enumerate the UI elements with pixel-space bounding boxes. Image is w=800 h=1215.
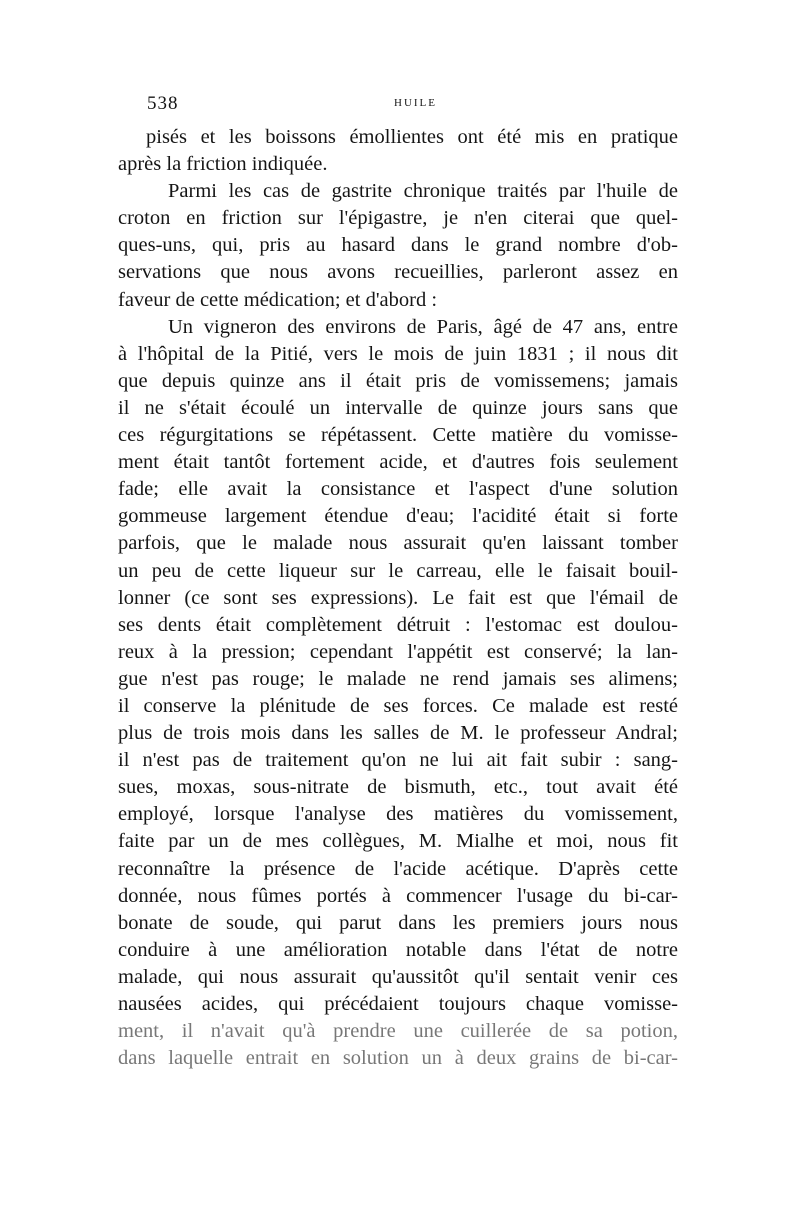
text-line: sues, moxas, sous-nitrate de bismuth, etc., tout avait été: [118, 776, 678, 799]
text-line: ces régurgitations se répétassent. Cette matière du vomisse-: [118, 424, 678, 447]
text-line: fade; elle avait la consistance et l'aspect d'une solution: [118, 478, 678, 501]
text-line: ques-uns, qui, pris au hasard dans le grand nombre d'ob-: [118, 234, 678, 257]
text-line: conduire à une amélioration notable dans l'état de notre: [118, 938, 678, 961]
text-line: il conserve la plénitude de ses forces. Ce malade est resté: [118, 694, 678, 717]
text-line: employé, lorsque l'analyse des matières du vomissement,: [118, 803, 678, 826]
text-line: ment était tantôt fortement acide, et d'autres fois seulement: [118, 451, 678, 474]
text-line: pisés et les boissons émollientes ont été mis en pratique: [146, 126, 678, 148]
text-line: lonner (ce sont ses expressions). Le fait est que l'émail de: [118, 586, 678, 609]
running-head: HUILE: [394, 97, 437, 109]
text-line: à l'hôpital de la Pitié, vers le mois de juin 1831 ; il nous dit: [118, 342, 678, 365]
body-text: [118, 124, 678, 1072]
text-line: dans laquelle entrait en solution un à deux grains de bi-car-: [118, 1047, 678, 1070]
text-line: reconnaître la présence de l'acide acétique. D'après cette: [118, 857, 678, 880]
text-line: bonate de soude, qui parut dans les premiers jours nous: [118, 911, 678, 934]
text-line: Un vigneron des environs de Paris, âgé de 47 ans, entre: [168, 315, 678, 338]
page-number: 538: [147, 93, 179, 114]
text-line: il n'est pas de traitement qu'on ne lui ait fait subir : sang-: [118, 749, 678, 772]
text-line: un peu de cette liqueur sur le carreau, elle le faisait bouil-: [118, 559, 678, 582]
text-line: parfois, que le malade nous assurait qu'en laissant tomber: [118, 532, 678, 555]
text-line: faite par un de mes collègues, M. Mialhe et moi, nous fit: [118, 830, 678, 853]
text-line: croton en friction sur l'épigastre, je n'en citerai que quel-: [118, 207, 678, 230]
text-line: ment, il n'avait qu'à prendre une cuillerée de sa potion,: [118, 1020, 678, 1043]
text-line: après la friction indiquée.: [118, 153, 328, 176]
text-line: nausées acides, qui précédaient toujours chaque vomisse-: [118, 993, 678, 1015]
text-line: gommeuse largement étendue d'eau; l'acidité était si forte: [118, 505, 678, 528]
text-line: il ne s'était écoulé un intervalle de quinze jours sans que: [118, 396, 678, 419]
page-header: [147, 93, 667, 117]
text-line: ses dents était complètement détruit : l'estomac est doulou-: [118, 613, 678, 636]
text-line: Parmi les cas de gastrite chronique traités par l'huile de: [168, 180, 678, 203]
text-line: gue n'est pas rouge; le malade ne rend jamais ses alimens;: [118, 667, 678, 690]
text-line: plus de trois mois dans les salles de M. le professeur Andral;: [118, 722, 678, 745]
text-line: reux à la pression; cependant l'appétit est conservé; la lan-: [118, 640, 678, 663]
text-line: donnée, nous fûmes portés à commencer l'usage du bi-car-: [118, 884, 678, 907]
text-line: malade, qui nous assurait qu'aussitôt qu'il sentait venir ces: [118, 965, 678, 988]
text-line: faveur de cette médication; et d'abord :: [118, 288, 438, 311]
text-line: servations que nous avons recueillies, parleront assez en: [118, 261, 678, 284]
text-line: que depuis quinze ans il était pris de vomissemens; jamais: [118, 369, 678, 392]
